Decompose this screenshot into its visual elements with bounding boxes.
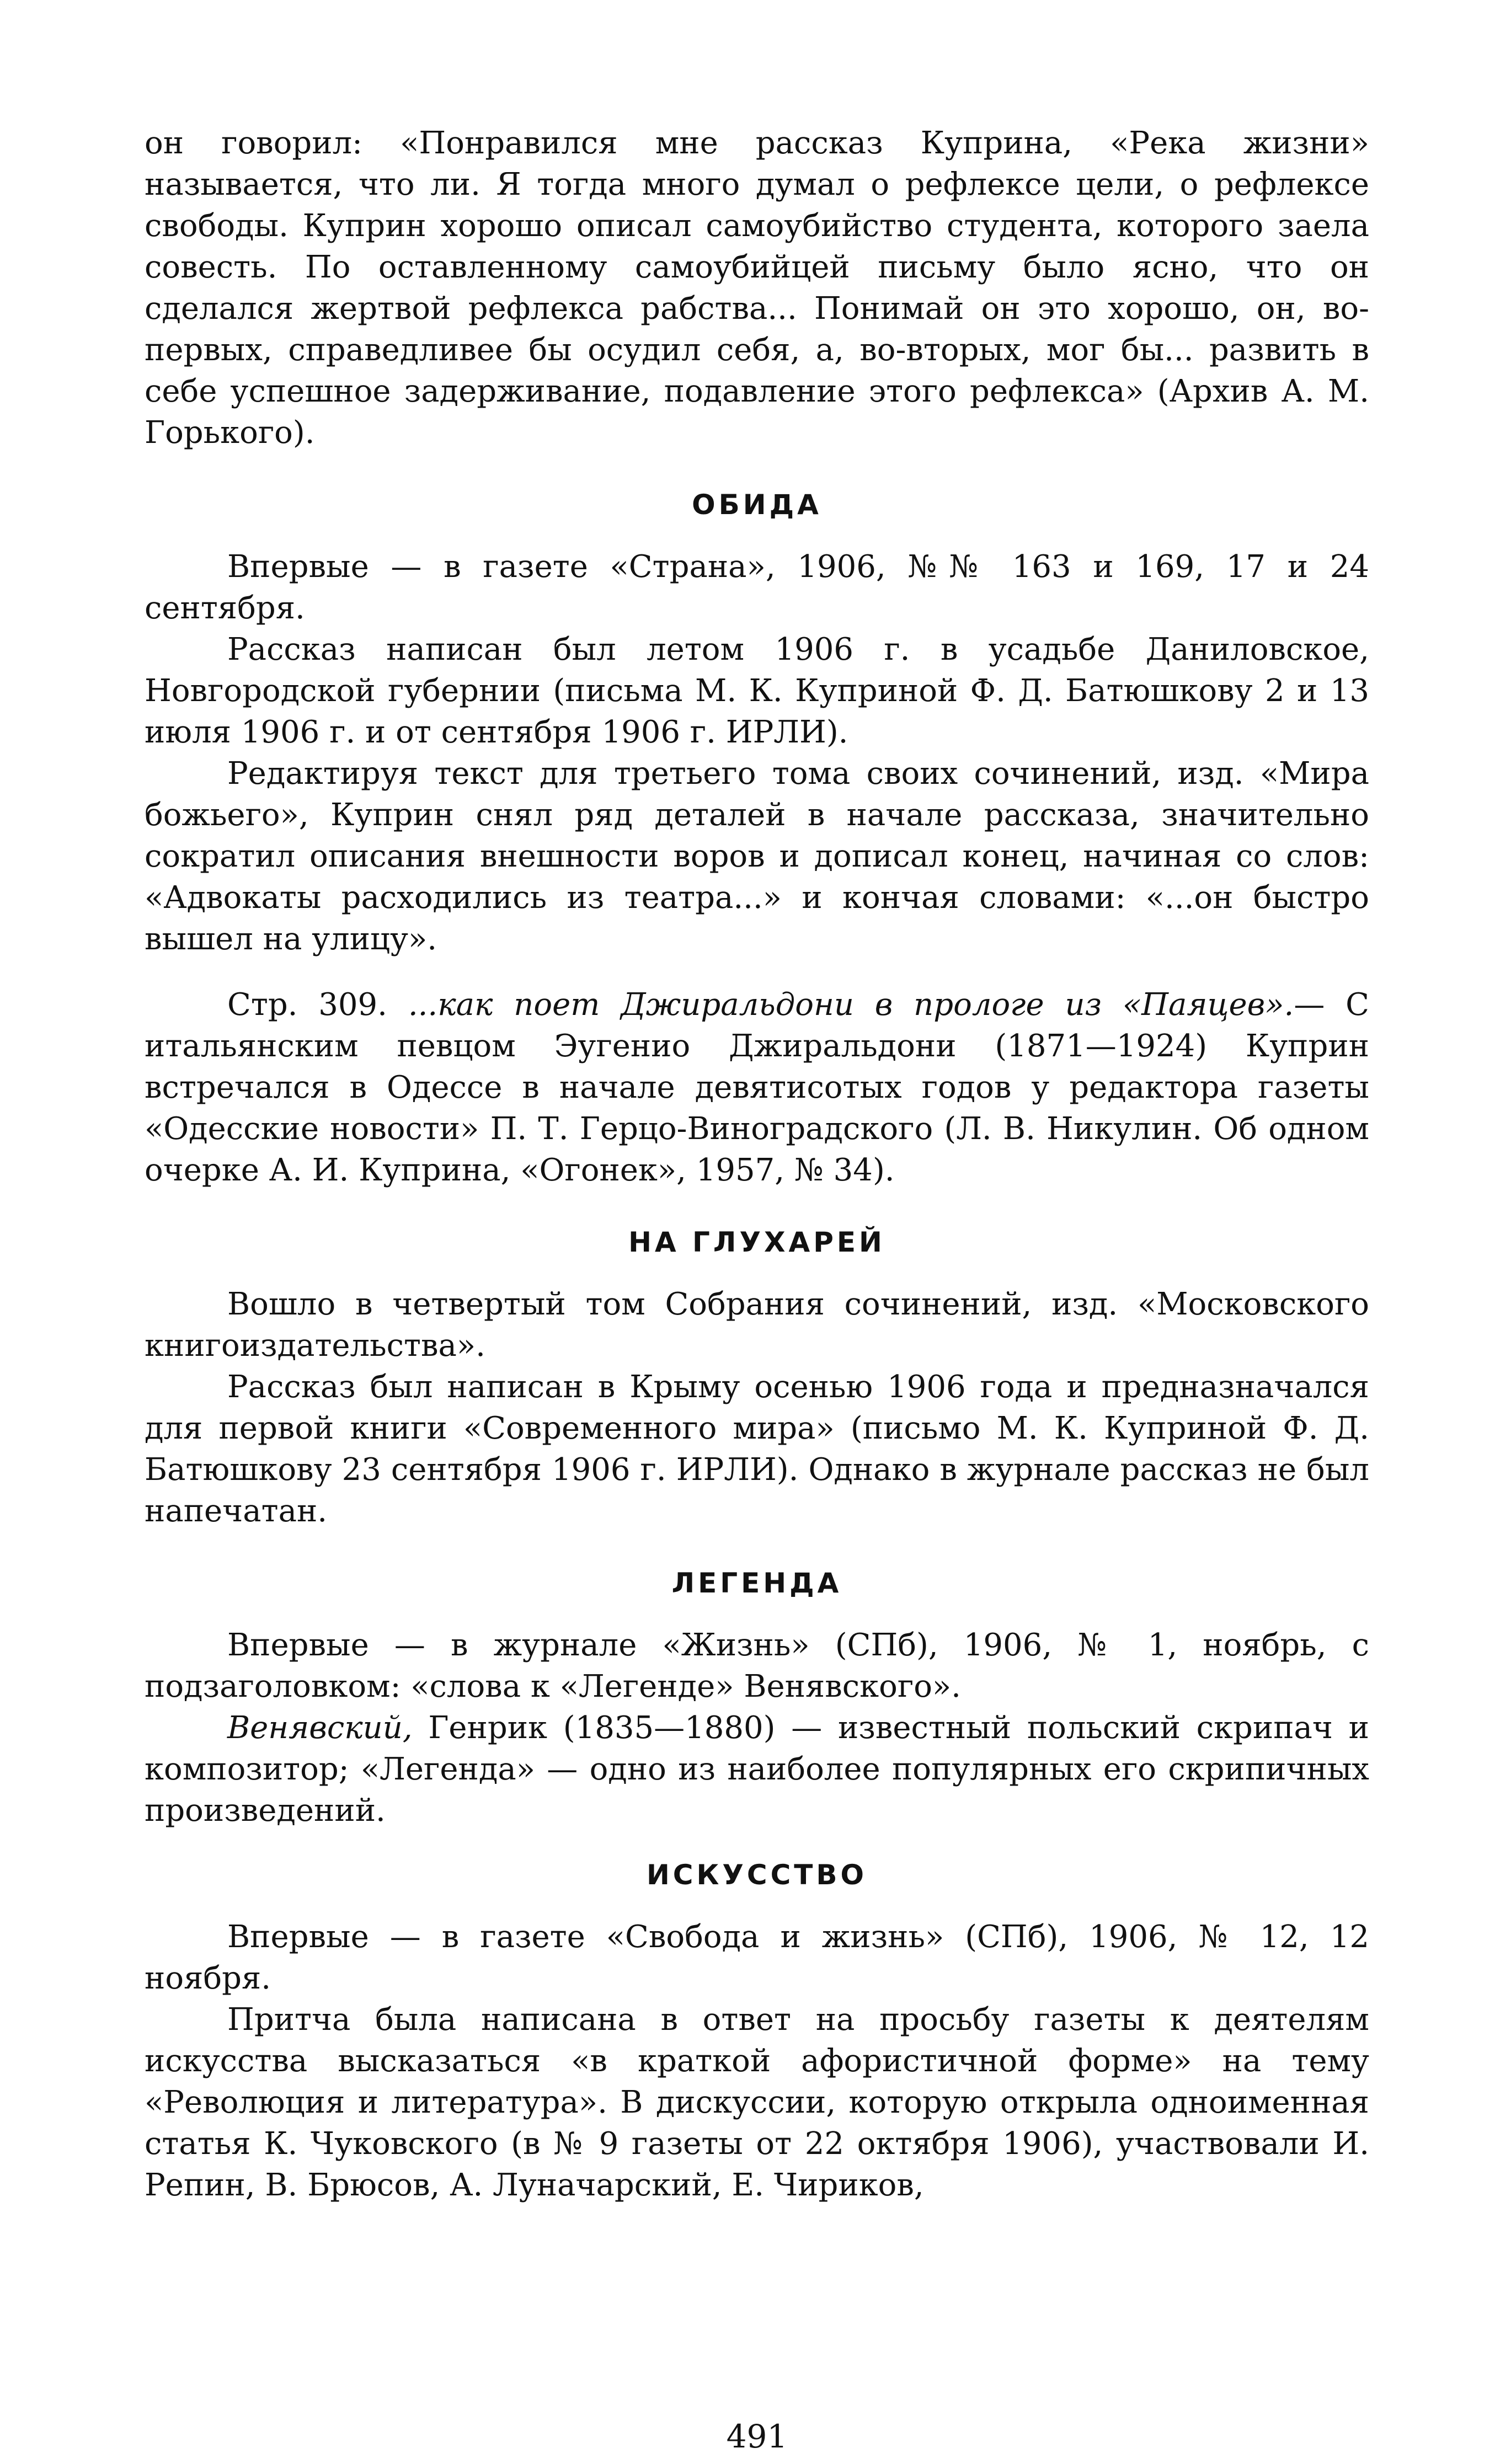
section-heading-na-glukharey: НА ГЛУХАРЕЙ <box>628 1226 885 1258</box>
iskusstvo-paragraph-2: Притча была написана в ответ на просьбу газеты к деятелям искусства высказаться «в краткой афористичной форме» на тему «Революция и литература». В дискуссии, которую открыла одноименная статья К. Чуковского (в № 9 газеты от 22 октября 1906), участвовали И. Репин, В. Брюсов, А. Луначарский, Е. Чириков, <box>145 2002 1369 2203</box>
obida-note-quote: ...как поет Джиральдони в прологе из «Паяцев». <box>408 987 1294 1023</box>
intro-paragraph: он говорил: «Понравился мне рассказ Куприна, «Река жизни» называется, что ли. Я тогда много думал о рефлексе цели, о рефлексе свободы. Куприн хорошо описал самоубийство студента, которого заела совесть. По оставленному самоубийцей письму было ясно, что он сделался жертвой рефлекса рабства... Понимай он это хорошо, он, во-первых, справедливее бы осудил себя, а, во-вторых, мог бы... развить в себе успешное задерживание, подавление этого рефлекса» (Архив А. М. Горького). <box>145 125 1369 451</box>
page <box>145 122 1369 2455</box>
legenda-note-text: Генрик (1835—1880) — известный польский скрипач и композитор; «Легенда» — одно из наиболее популярных его скрипичных произведений. <box>145 1710 1369 1829</box>
obida-note-prefix: Стр. 309. <box>227 987 408 1023</box>
glukhari-paragraph-1: Вошло в четвертый том Собрания сочинений, изд. «Московского книгоиздательства». <box>145 1286 1369 1364</box>
obida-note-text: — С итальянским певцом Эугенио Джиральдони (1871—1924) Куприн встречался в Одессе в начале девятисотых годов у редактора газеты «Одесские новости» П. Т. Герцо-Виноградского (Л. В. Никулин. Об одном очерке А. И. Куприна, «Огонек», 1957, № 34). <box>145 987 1369 1188</box>
section-heading-iskusstvo: ИСКУССТВО <box>646 1859 868 1891</box>
section-heading-obida: ОБИДА <box>692 489 822 521</box>
obida-paragraph-1: Впервые — в газете «Страна», 1906, №№ 163 и 169, 17 и 24 сентября. <box>145 549 1369 626</box>
section-heading-legenda: ЛЕГЕНДА <box>671 1567 842 1599</box>
obida-paragraph-3: Редактируя текст для третьего тома своих сочинений, изд. «Мира божьего», Куприн снял ряд деталей в начале рассказа, значительно сократил описания внешности воров и дописал конец, начиная со слов: «Адвокаты расходились из театра...» и кончая словами: «...он быстро вышел на улицу». <box>145 756 1369 957</box>
iskusstvo-paragraph-1: Впервые — в газете «Свобода и жизнь» (СПб), 1906, № 12, 12 ноября. <box>145 1919 1369 1996</box>
obida-paragraph-2: Рассказ написан был летом 1906 г. в усадьбе Даниловское, Новгородской губернии (письма М. К. Куприной Ф. Д. Батюшкову 2 и 13 июля 1906 г. и от сентября 1906 г. ИРЛИ). <box>145 632 1369 750</box>
page-number: 491 <box>726 2418 788 2455</box>
legenda-paragraph-1: Впервые — в журнале «Жизнь» (СПб), 1906, № 1, ноябрь, с подзаголовком: «слова к «Легенде» Венявского». <box>145 1627 1369 1704</box>
legenda-note-name: Венявский, <box>227 1710 413 1746</box>
legenda-note <box>145 1707 1369 1831</box>
obida-note <box>145 984 1369 1191</box>
glukhari-paragraph-2: Рассказ был написан в Крыму осенью 1906 года и предназначался для первой книги «Современного мира» (письмо М. К. Куприной Ф. Д. Батюшкову 23 сентября 1906 г. ИРЛИ). Однако в журнале рассказ не был напечатан. <box>145 1369 1369 1529</box>
